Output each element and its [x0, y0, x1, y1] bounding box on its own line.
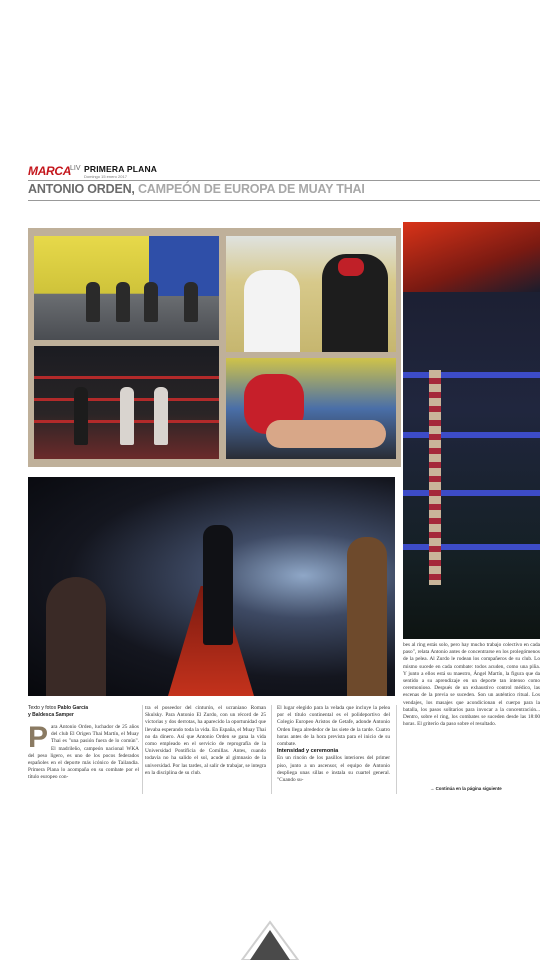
photo-figure — [116, 282, 130, 322]
drop-cap: P — [28, 724, 49, 754]
headline-rest: CAMPEÓN DE EUROPA DE MUAY THAI — [134, 182, 365, 196]
continue-note: → Continúa en la página siguiente — [430, 786, 502, 791]
byline-author-1: Pablo García — [57, 705, 89, 711]
photo-spectator-right — [347, 537, 387, 696]
article-text: bes al ring estás solo, pero hay mucho trabajo colectivo en cada paso", relata Antonio antes de concentrarse en los prolegómenos de la pelea. Al Zurdo le rodean los compañeros de su club. Lo mismo sucede en cada combate: todos acuden, como una piña. Y junto a ellos está su maestro, Ángel Martín, la figura que da sentido a su aprendizaje en un deporte tan intenso como ceremonioso. Después de un exhaustivo control médico, las escenas de la previa se suceden. Son un auténtico ritual. Los vendajes, los masajes que acondicionan el cuerpo para la batalla, los pasos solitarios para invocar a la concentración... Dentro, sobre el ring, los combates se suceden desde las 18:00 horas. El griterío da paso sobre el resultado. — [403, 642, 540, 728]
article-text: tra el poseedor del cinturón, el ucraniano Roman Skulsky. Para Antonio El Zurdo, con un récord de 25 victorias y dos derrotas, ha aparecido la oportunidad que llevaba esperando toda la vida. En España, el Muay Thai no da dinero. Así que Antonio Orden se gana la vida como empleado en el servicio de reprografía de la Universidad Pontificia de Comillas. Antes, cuando todavía no ha salido el sol, acude al gimnasio de la universidad. Por las tardes, al salir de trabajar, se integra en la disciplina de su club. — [145, 705, 266, 776]
article-column-3 — [277, 705, 390, 794]
page-headline — [28, 182, 540, 196]
photo-ring-fight[interactable] — [34, 346, 219, 459]
photo-figure — [74, 387, 88, 445]
article-text: En un rincón de los pasillos interiores del primer piso, junto a un ascensor, el equipo de Antonio despliega unas sillas e instala su cuartel general. "Cuando su- — [277, 755, 390, 784]
header-rule — [28, 180, 540, 181]
byline-prefix: Texto y fotos — [28, 705, 57, 711]
photo-grid — [28, 228, 401, 467]
article-subhead: Intensidad y ceremonia — [277, 748, 339, 755]
article-text: El lugar elegido para la velada que incluye la pelea por el título continental es el polideportivo del Colegio Europeo Aristos de Getafe, adonde Antonio Orden llega alrededor de las siete de la tarde. Cuatro horas antes de la hora prevista para el inicio de su combate. — [277, 705, 390, 748]
article-text: ara Antonio Orden, luchador de 25 años del club El Origen Thai Martín, el Muay Thai es "una pasión fuera de lo común". El madrileño, campeón nacional WKA del peso ligero, es uno de los pocos federados españoles en el deporte más icónico de Tailandia. Primera Plana lo acompaña en su combate por el título europeo con- — [28, 724, 139, 781]
masthead — [28, 164, 540, 178]
article-column-1 — [28, 724, 139, 794]
photo-ring-ropes[interactable] — [403, 222, 540, 639]
column-divider — [271, 705, 272, 794]
photo-hand-wrapping[interactable] — [226, 358, 396, 459]
article-column-4 — [403, 642, 540, 784]
photo-ring-rope — [403, 432, 540, 438]
photo-fighter-silhouette — [203, 525, 233, 645]
photo-figure — [144, 282, 158, 322]
photo-prajied-ribbon — [429, 370, 441, 585]
photo-locker-room[interactable] — [34, 236, 219, 340]
continue-note-text: Continúa en la página siguiente — [435, 786, 502, 791]
brand-logo: MARCA — [28, 164, 72, 178]
photo-spectator-left — [46, 577, 106, 696]
headline-rule — [28, 200, 540, 201]
byline — [28, 705, 148, 719]
photo-fighter-shirt — [244, 270, 300, 352]
photo-ring-rope — [34, 376, 219, 379]
photo-ring-rope — [403, 372, 540, 378]
photo-glove-check[interactable] — [226, 236, 396, 352]
photo-figure — [154, 387, 168, 445]
photo-figure — [86, 282, 100, 322]
headline-name: ANTONIO ORDEN, — [28, 182, 135, 196]
article-column-2 — [145, 705, 266, 794]
issue-number: LIV — [70, 165, 81, 172]
section-title: PRIMERA PLANA — [84, 164, 158, 174]
photo-glove — [338, 258, 364, 276]
column-divider — [396, 705, 397, 794]
photo-ring-rope — [403, 490, 540, 496]
scroll-up-button[interactable] — [240, 920, 300, 960]
photo-arm — [266, 420, 386, 448]
photo-red-light — [403, 222, 540, 292]
photo-figure — [184, 282, 198, 322]
photo-walkout[interactable] — [28, 477, 395, 696]
photo-figure — [120, 387, 134, 445]
dateline: Domingo 15 enero 2017 — [84, 174, 127, 179]
column-divider — [142, 705, 143, 794]
chevron-up-icon — [240, 920, 300, 960]
photo-ring-rope — [403, 544, 540, 550]
byline-author-2: y Baldesca Samper — [28, 712, 74, 718]
